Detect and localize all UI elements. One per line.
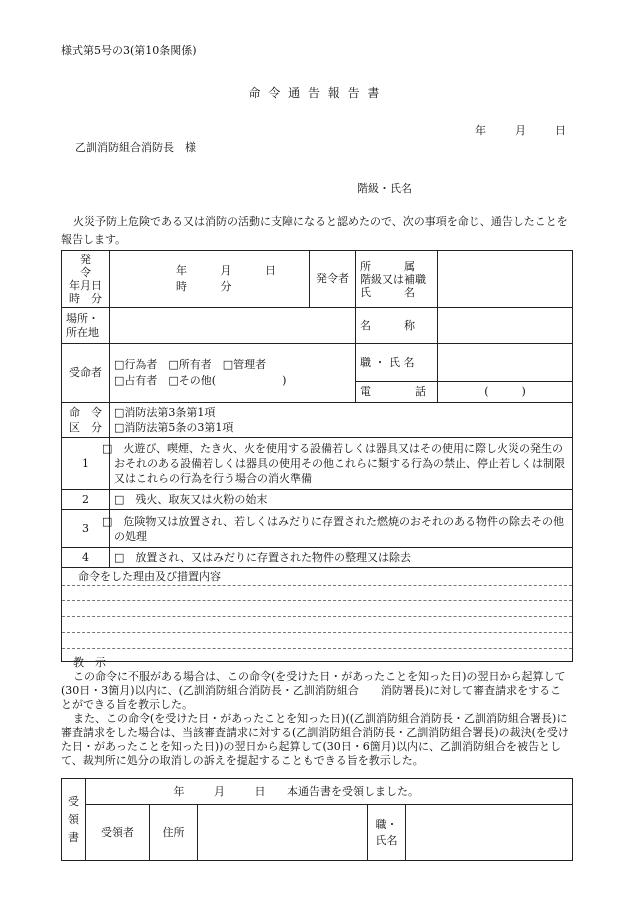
- receipt-year-label: 年: [173, 784, 185, 798]
- issue-year: 年: [176, 264, 187, 277]
- recipient-options[interactable]: [110, 344, 356, 403]
- report-year-label: 年: [475, 124, 486, 137]
- name-field[interactable]: [438, 308, 573, 344]
- receipt-statement: 本通告書を受領しました。: [287, 784, 419, 798]
- recipient-options-row-1: □行為者 □所有者 □管理者: [114, 358, 267, 371]
- phone-label: 電 話: [356, 382, 438, 403]
- order-type-options[interactable]: [110, 403, 573, 438]
- receipt-day-label: 日: [254, 784, 266, 798]
- recipient-label: 受命者: [62, 344, 110, 403]
- item-text[interactable]: □ 危険物又は放置され、若しくはみだりに存置された燃焼のおそれのある物件の除去その他の処理: [110, 510, 573, 548]
- location-field[interactable]: [110, 308, 356, 344]
- report-month-label: 月: [515, 124, 526, 137]
- reason-line: [62, 600, 572, 601]
- order-type-option-1: □消防法第3条第1項: [114, 406, 216, 419]
- recipient-options-row-2: □占有者 □その他( ): [114, 374, 287, 387]
- order-notice-table: [61, 250, 573, 662]
- item-number: 1: [62, 438, 110, 490]
- location-label: 場所・ 所在地: [62, 308, 110, 344]
- item-text[interactable]: □ 残火、取灰又は火粉の始末: [110, 490, 573, 510]
- issue-month: 月: [220, 264, 232, 277]
- reason-label: 命令をした理由及び措置内容: [78, 570, 221, 583]
- order-type-option-2: □消防法第5条の3第1項: [114, 421, 234, 434]
- receipt-table: [61, 778, 573, 861]
- item-text[interactable]: □ 火遊び、喫煙、たき火、火を使用する設備若しくは器具又はその使用に際し火災の発生のおそれのある設備若しくは器具の使用その他これらに類する行為の禁止、停止若しくは制限又はこれらの行為を行う場合の消火準備: [110, 438, 573, 490]
- item-text[interactable]: □ 放置され、又はみだりに存置された物件の整理又は除去: [110, 548, 573, 568]
- title-name-field[interactable]: [438, 344, 573, 382]
- reason-field[interactable]: [62, 568, 573, 662]
- reason-line: [62, 648, 572, 649]
- receiver-title-name-field[interactable]: [406, 805, 573, 861]
- receipt-label: 受 領 書: [62, 779, 86, 861]
- receipt-month-label: 月: [214, 784, 225, 798]
- reason-line: [62, 616, 572, 617]
- order-type-label: 命 令 区 分: [62, 403, 110, 438]
- notice-paragraph-2: また、この命令(を受けた日・があったことを知った日)((乙訓消防組合消防長・乙訓消防組合署長)に審査請求をした場合は、当該審査請求に対する(乙訓消防組合消防長・乙訓消防組合署長)の裁決(を受けた日・があったことを知った日))の翌日から起算して(30日・6箇月)以内に、乙訓消防組合を被告として、裁判所に処分の取消しの訴えを提起することもできる旨を教示した。: [61, 712, 569, 767]
- receiver-title-name-label: 職・ 氏名: [368, 805, 406, 861]
- issuer-affiliation-label: 所 属 階級又は補職 氏 名: [356, 251, 438, 308]
- form-number-label: 様式第5号の3(第10条関係): [61, 44, 197, 57]
- reason-line: [62, 585, 572, 586]
- notice-heading: 教 示: [73, 656, 106, 669]
- report-day-label: 日: [555, 124, 566, 137]
- title-name-label: 職 ・ 氏 名: [356, 344, 438, 382]
- notice-paragraph-1: この命令に不服がある場合は、この命令(を受けた日・があったことを知った日)の翌日から起算して(30日・3箇月)以内に、(乙訓消防組合消防長・乙訓消防組合 消防署長)に対して審査請求をすることができる旨を教示した。: [61, 670, 566, 711]
- reason-line: [62, 632, 572, 633]
- issue-date-label: 発 令 年月日 時 分: [62, 251, 110, 308]
- item-number: 4: [62, 548, 110, 568]
- issuer-affiliation-field[interactable]: [438, 251, 573, 308]
- page-title: 命 令 通 告 報 告 書: [248, 86, 382, 100]
- report-date-line: [475, 124, 566, 138]
- reporter-label: 階級・氏名: [357, 182, 412, 195]
- phone-field[interactable]: ( ): [438, 382, 573, 403]
- item-number: 2: [62, 490, 110, 510]
- receiver-label: 受領者: [86, 805, 150, 861]
- address-label: 住所: [150, 805, 198, 861]
- address-field[interactable]: [198, 805, 368, 861]
- issue-day: 日: [265, 264, 276, 277]
- issue-date-field[interactable]: [110, 251, 310, 308]
- notice-section: [61, 656, 572, 768]
- name-label: 名 称: [356, 308, 438, 344]
- intro-text: 火災予防上危険である又は消防の活動に支障になると認めたので、次の事項を命じ、通告したことを報告します。: [61, 215, 568, 246]
- addressee: 乙訓消防組合消防長 様: [75, 141, 196, 154]
- issuer-label: 発令者: [310, 251, 356, 308]
- receipt-date-row[interactable]: [86, 779, 573, 805]
- issue-hour: 時: [176, 280, 187, 293]
- item-number: 3: [62, 510, 110, 548]
- issue-minute: 分: [220, 280, 232, 293]
